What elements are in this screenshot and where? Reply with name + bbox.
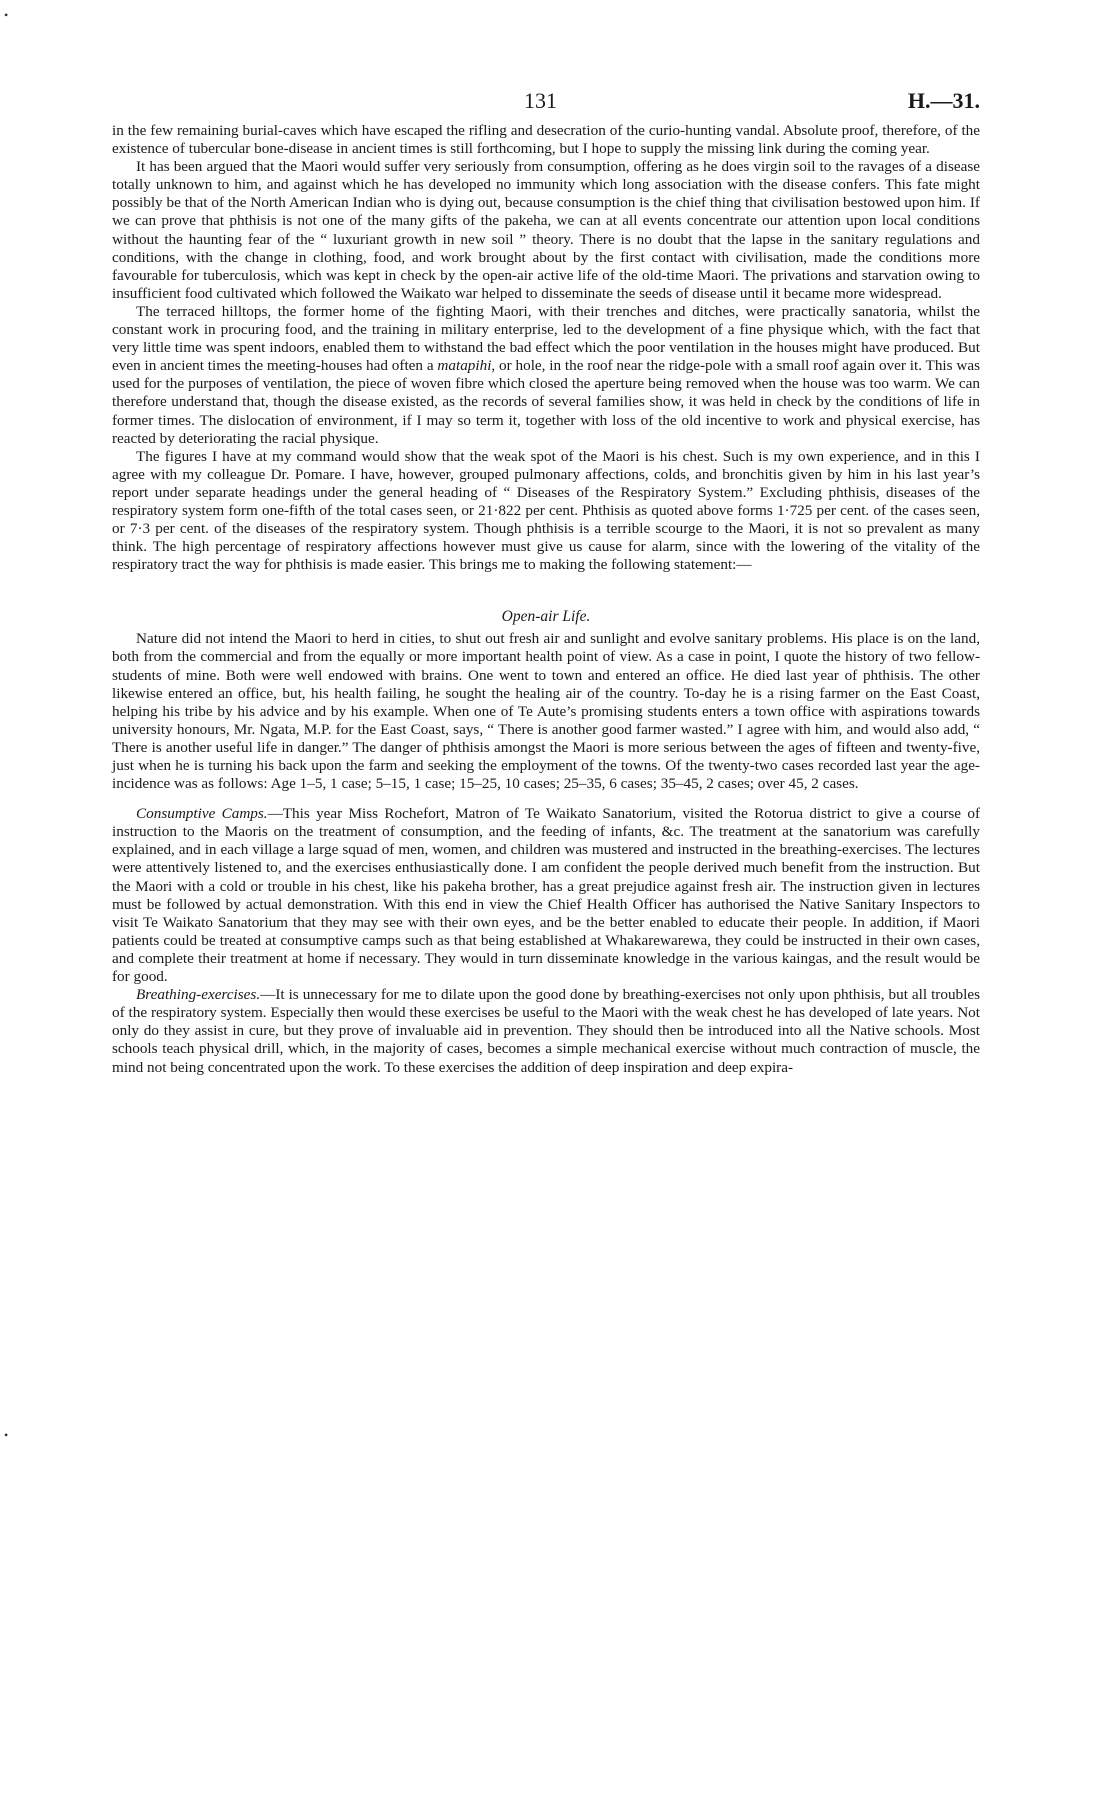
margin-mark: • — [4, 1428, 9, 1442]
paragraph — [112, 986, 980, 1076]
paragraph: in the few remaining burial-caves which have escaped the rifling and desecration of the curio-hunting vandal. Absolute proof, therefore, of the existence of tubercular bone-disease in ancient times is still forthcoming, but I hope to supply the missing link during the coming year. — [112, 122, 980, 158]
paragraph: Nature did not intend the Maori to herd in cities, to shut out fresh air and sunlight and evolve sanitary problems. His place is on the land, both from the commercial and from the equally or more important health point of view. As a case in point, I quote the history of two fellow-students of mine. Both were well endowed with brains. One went to town and entered an office. He died last year of phthisis. The other likewise entered an office, but, his health failing, he sought the healing air of the country. To-day he is a rising farmer on the East Coast, helping his tribe by his advice and by his example. When one of Te Aute’s promising students enters a town office with aspirations towards university honours, Mr. Ngata, M.P. for the East Coast, says, “ There is another good farmer wasted.” I agree with him, and would also add, “ There is another useful life in danger.” The danger of phthisis amongst the Maori is more serious between the ages of fifteen and twenty-five, just when he is turning his back upon the farm and seeking the employment of the towns. Of the twenty-two cases recorded last year the age-incidence was as follows: Age 1–5, 1 case; 5–15, 1 case; 15–25, 10 cases; 25–35, 6 cases; 35–45, 2 cases; over 45, 2 cases. — [112, 630, 980, 793]
paragraph — [112, 303, 980, 448]
subsection-heading: Breathing-exercises. — [136, 986, 261, 1004]
document-page — [112, 88, 980, 1077]
paragraph-text: —This year Miss Rochefort, Matron of Te Waikato Sanatorium, visited the Rotorua district to give a course of instruction to the Maoris on the treatment of consumption, and the feeding of infants, &c. The treatment at the sanatorium was carefully explained, and in each village a large squad of men, women, and children was mustered and instructed in the breathing-exercises. The lectures were attentively listened to, and the exercises enthusiastically done. I am confident the people derived much benefit from the instruction. But the Maori with a cold or trouble in his chest, like his pakeha brother, has a great prejudice against fresh air. The instruction given in lectures must be followed by actual demonstration. With this end in view the Chief Health Officer has authorised the Native Sanitary Inspectors to visit Te Waikato Sanatorium that they may see with their own eyes, and be the better enabled to educate their people. In addition, if Maori patients could be treated at consumptive camps such as that being established at Whakarewarewa, they could be instructed in their own cases, and complete their treatment at home if necessary. They would in turn disseminate knowledge in the various kaingas, and the result would be for good. — [112, 805, 980, 986]
italic-term: matapihi — [437, 357, 492, 375]
paper-reference: H.—31. — [907, 88, 980, 113]
paragraph-text: The terraced hilltops, the former home of the fighting Maori, with their trenches and ditches, were practically sanatoria, whilst the constant work in procuring food, and the training in military enterprise, led to the development of a fine physique which, with the fact that very little time was spent indoors, enabled them to withstand the bad effect which the poor ventilation in the houses might have produced. But even in ancient times the meeting-houses had often a — [112, 302, 980, 375]
section-heading: Open-air Life. — [501, 608, 591, 626]
page-number: 131 — [524, 88, 557, 113]
paragraph: The figures I have at my command would show that the weak spot of the Maori is his chest. Such is my own experience, and in this I agree with my colleague Dr. Pomare. I have, however, grouped pulmonary affections, colds, and bronchitis given by him in his last year’s report under separate headings under the general heading of “ Diseases of the Respiratory System.” Excluding phthisis, diseases of the respiratory system form one-fifth of the total cases seen, or 21·822 per cent. Phthisis as quoted above forms 1·725 per cent. of the cases seen, or 7·3 per cent. of the diseases of the respiratory system. Though phthisis is a terrible scourge to the Maori, it is not so prevalent as many think. The high percentage of respiratory affections however must give us cause for alarm, since with the lowering of the vitality of the respiratory tract the way for phthisis is made easier. This brings me to making the following statement:— — [112, 447, 980, 574]
paragraph — [112, 805, 980, 986]
paragraph-text: —It is unnecessary for me to dilate upon the good done by breathing-exercises not only upon phthisis, but all troubles of the respiratory system. Especially then would these exercises be useful to the Maori with the weak chest he has developed of late years. Not only do they assist in cure, but they prove of invaluable aid in prevention. They should then be introduced into all the Native schools. Most schools teach physical drill, which, in the majority of cases, becomes a simple mechanical exercise without much contraction of muscle, the mind not being concentrated upon the work. To these exercises the addition of deep inspiration and deep expira- — [112, 986, 980, 1076]
page-header — [112, 88, 980, 122]
margin-mark: • — [4, 8, 9, 22]
paragraph: It has been argued that the Maori would suffer very seriously from consumption, offering as he does virgin soil to the ravages of a disease totally unknown to him, and against which he has developed no immunity which long association with the disease confers. This fate might possibly be that of the North American Indian who is dying out, because consumption is the chief thing that civilisation bestowed upon him. If we can prove that phthisis is not one of the many gifts of the pakeha, we can at all events concentrate our attention upon local conditions without the haunting fear of the “ luxuriant growth in new soil ” theory. There is no doubt that the lapse in the sanitary regulations and conditions, with the change in clothing, food, and work brought about by the first contact with civilisation, made the conditions more favourable for tuberculosis, which was kept in check by the open-air active life of the old-time Maori. The privations and starvation owing to insufficient food cultivated which followed the Waikato war helped to disseminate the seeds of disease until it became more widespread. — [112, 158, 980, 302]
paragraph-text: , or hole, in the roof near the ridge-pole with a small roof again over it. This was used for the purposes of ventilation, the piece of woven fibre which closed the aperture being removed when the house was too warm. We can therefore understand that, though the disease existed, as the records of several families show, it was held in check by the conditions of life in former times. The dislocation of environment, if I may so term it, together with loss of the old incentive to work and physical exercise, has reacted by deteriorating the racial physique. — [112, 357, 980, 447]
subsection-heading: Consumptive Camps. — [136, 805, 268, 823]
